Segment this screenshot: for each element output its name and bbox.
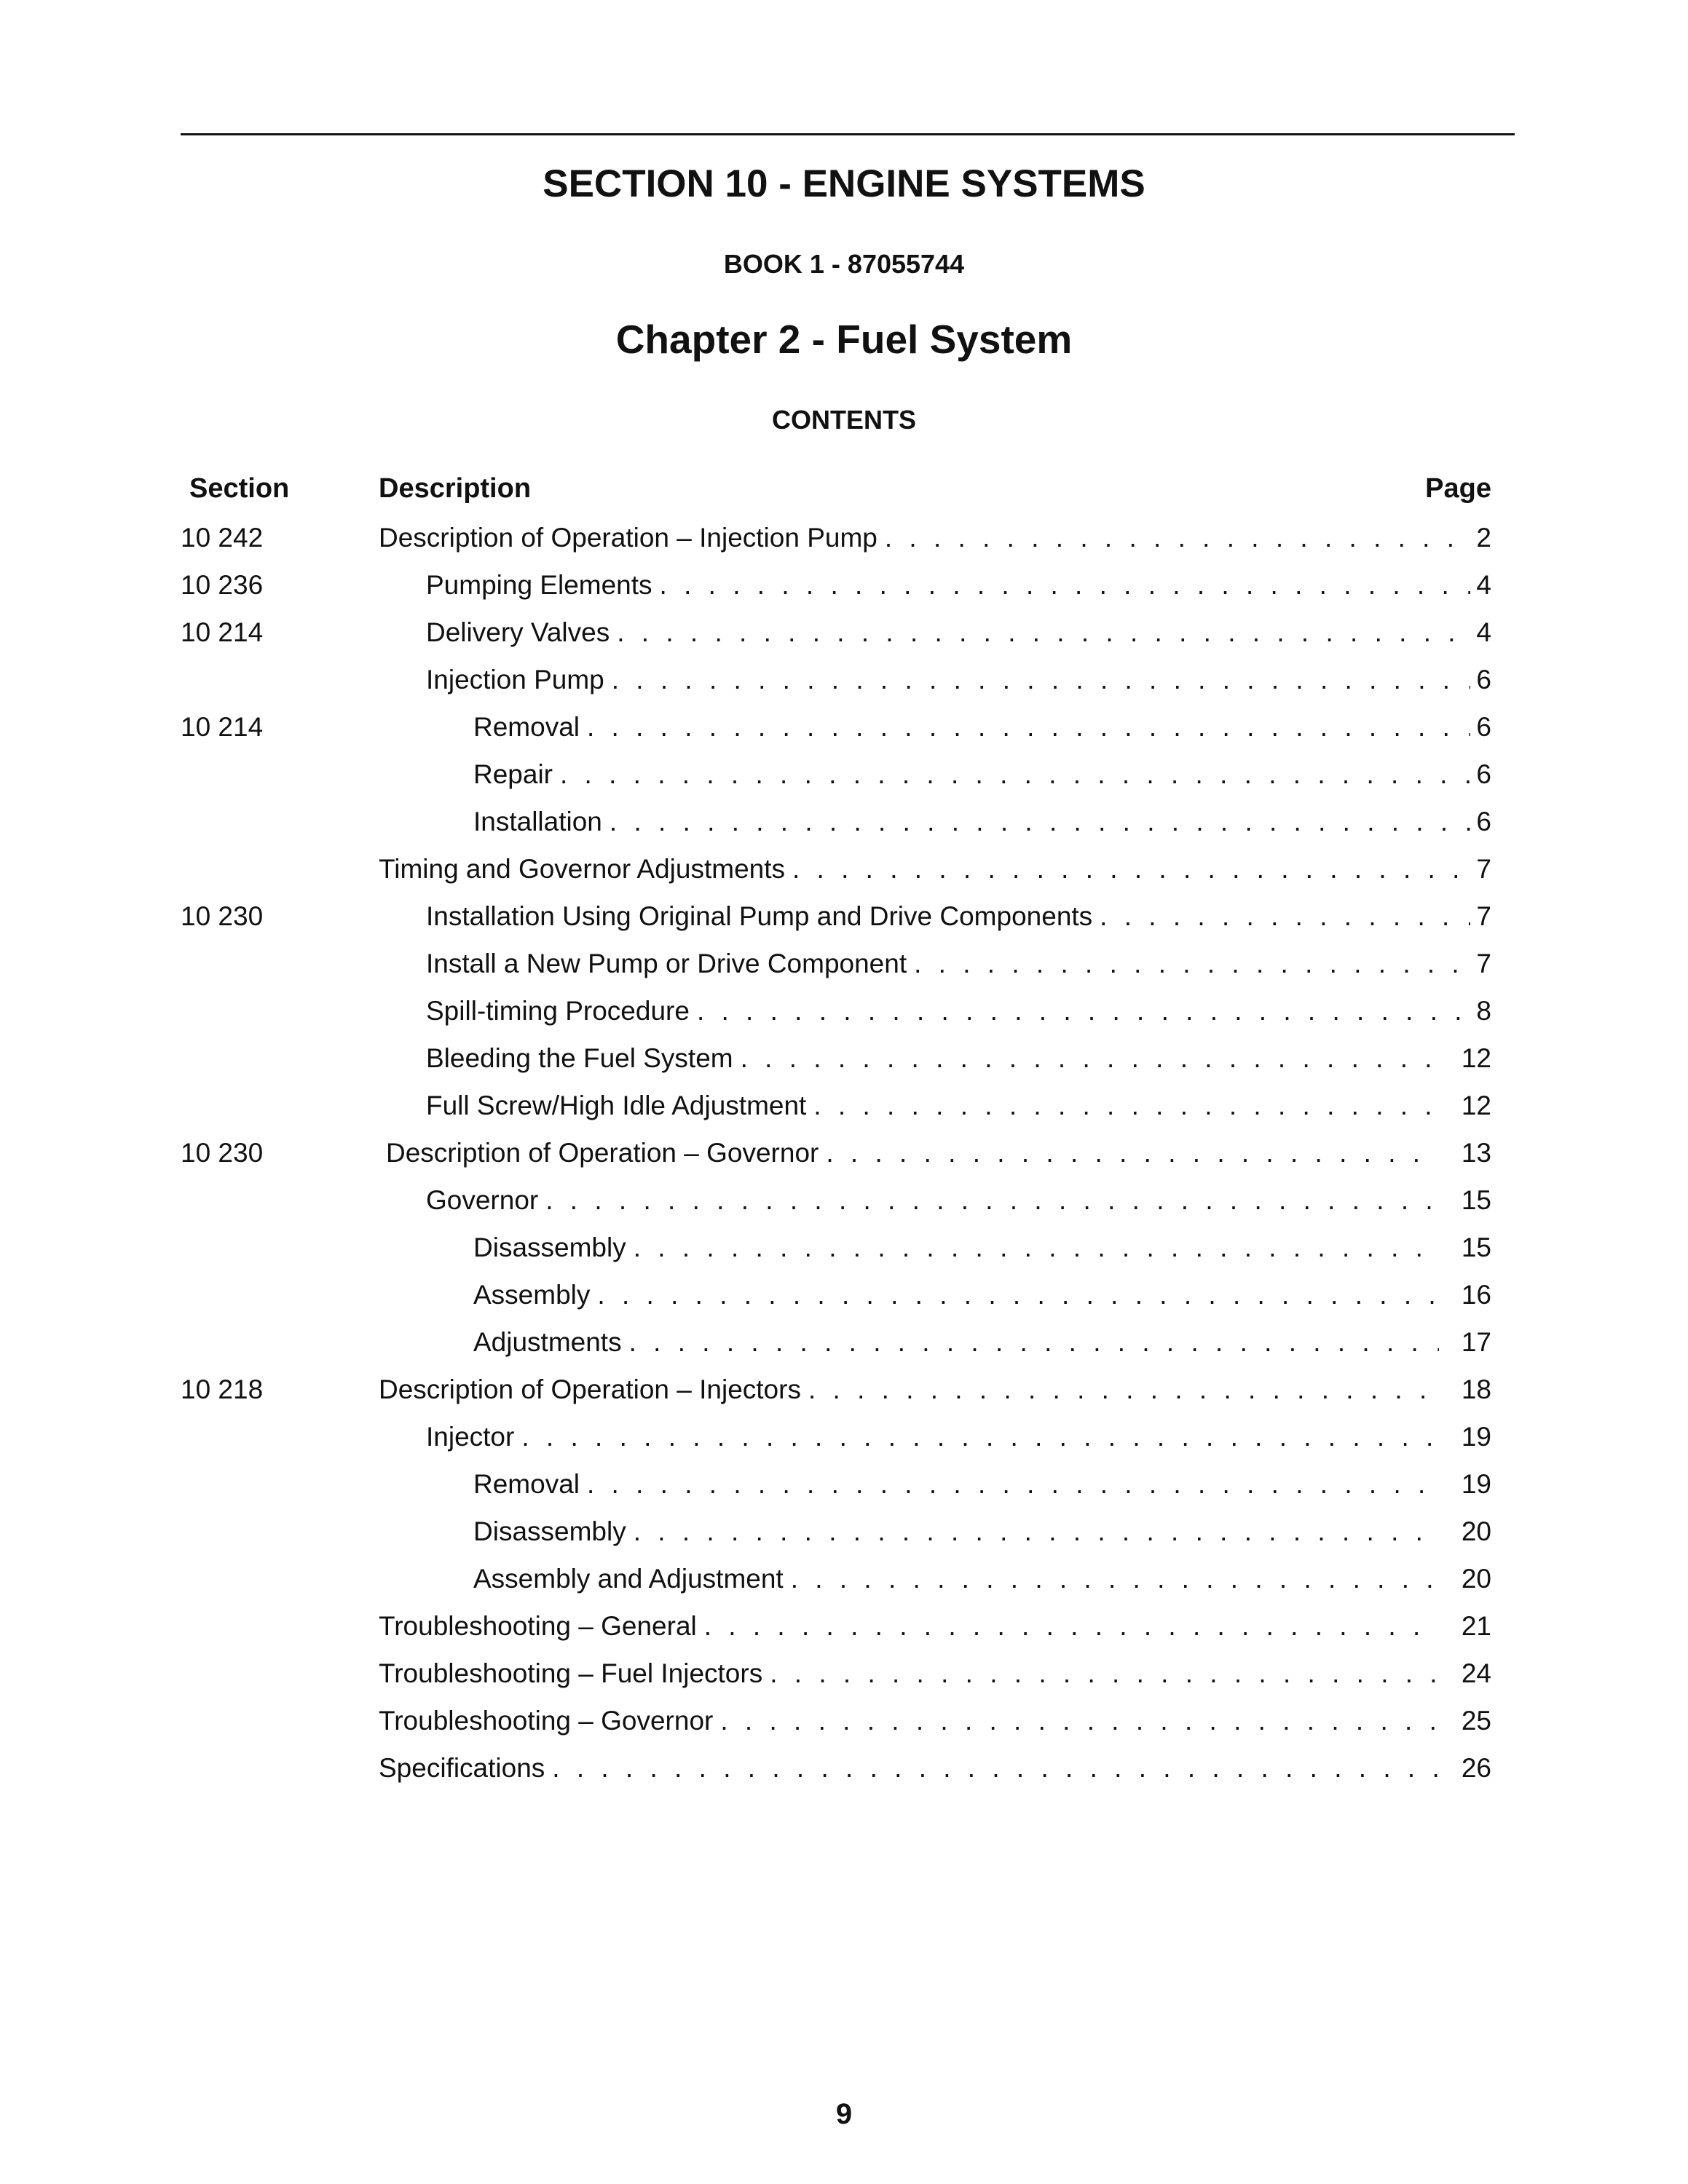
- toc-page-number: 13: [1461, 1138, 1491, 1168]
- toc-page-number: 6: [1476, 712, 1491, 742]
- toc-entry: [426, 567, 1491, 604]
- toc-page-number: 15: [1461, 1233, 1491, 1262]
- toc-description: Removal: [473, 1469, 580, 1499]
- toc-row: [0, 804, 1688, 851]
- toc-description: Governor: [426, 1185, 539, 1215]
- toc-leader-dots: [741, 1040, 1439, 1077]
- toc-leader-dots: [720, 1703, 1439, 1739]
- toc-leader-dots: [885, 520, 1471, 556]
- toc-page-number: 20: [1461, 1564, 1491, 1594]
- toc-leader-dots: [610, 804, 1471, 840]
- toc-description: Troubleshooting – Governor: [379, 1706, 714, 1736]
- toc-entry: [426, 1040, 1491, 1077]
- toc-leader-dots: [587, 1466, 1439, 1503]
- toc-description: Specifications: [379, 1753, 545, 1783]
- toc-page-number: 12: [1461, 1091, 1491, 1120]
- toc-page-number: 25: [1461, 1706, 1491, 1736]
- toc-page-number: 15: [1461, 1185, 1491, 1215]
- toc-description: Disassembly: [473, 1516, 626, 1546]
- toc-row: [0, 662, 1688, 709]
- toc-page-number: 6: [1476, 759, 1491, 789]
- toc-leader-dots: [1100, 898, 1470, 935]
- toc-leader-dots: [617, 614, 1470, 651]
- toc-entry: [379, 520, 1491, 556]
- toc-row: [0, 1655, 1688, 1703]
- toc-page-number: 7: [1476, 854, 1491, 884]
- toc-page-number: 20: [1461, 1516, 1491, 1546]
- toc-section-number: 10 218: [181, 1374, 264, 1404]
- toc-description: Bleeding the Fuel System: [426, 1043, 733, 1073]
- toc-description: Installation Using Original Pump and Drive Components: [426, 901, 1093, 931]
- toc-row: [0, 614, 1688, 662]
- toc-entry: [426, 946, 1491, 982]
- toc-leader-dots: [545, 1182, 1439, 1219]
- toc-description: Description of Operation – Governor: [386, 1138, 819, 1168]
- toc-entry: [379, 1655, 1491, 1692]
- toc-description: Adjustments: [473, 1327, 622, 1357]
- toc-page-number: 6: [1476, 807, 1491, 836]
- toc-page-number: 4: [1476, 617, 1491, 647]
- toc-leader-dots: [587, 709, 1470, 745]
- toc-page-number: 18: [1461, 1374, 1491, 1404]
- toc-description: Troubleshooting – Fuel Injectors: [379, 1658, 763, 1688]
- toc-description: Assembly: [473, 1280, 591, 1310]
- toc-page-number: 24: [1461, 1658, 1491, 1688]
- toc-description: Install a New Pump or Drive Component: [426, 949, 907, 978]
- toc-entry: [473, 1466, 1491, 1503]
- toc-section-number: 10 214: [181, 712, 264, 742]
- toc-entry: [473, 1561, 1491, 1597]
- toc-leader-dots: [792, 851, 1470, 887]
- toc-entry: [379, 1608, 1491, 1645]
- toc-description: Delivery Valves: [426, 617, 610, 647]
- toc-row: [0, 520, 1688, 567]
- toc-entry: [426, 993, 1491, 1029]
- toc-entry: [473, 1324, 1491, 1361]
- toc-section-number: 10 242: [181, 523, 264, 553]
- toc-leader-dots: [634, 1514, 1439, 1550]
- top-rule: [181, 133, 1515, 135]
- toc-description: Troubleshooting – General: [379, 1611, 697, 1641]
- contents-title: CONTENTS: [772, 405, 916, 435]
- toc-row: [0, 1324, 1688, 1372]
- toc-page-number: 2: [1476, 523, 1491, 553]
- toc-row: [0, 1703, 1688, 1750]
- section-title: SECTION 10 - ENGINE SYSTEMS: [543, 162, 1145, 205]
- toc-entry: [473, 1514, 1491, 1550]
- toc-entry: [473, 756, 1491, 793]
- toc-description: Description of Operation – Injection Pump: [379, 523, 877, 553]
- toc-row: [0, 1372, 1688, 1419]
- toc-leader-dots: [770, 1655, 1439, 1692]
- toc-row: [0, 1040, 1688, 1088]
- toc-entry: [426, 1182, 1491, 1219]
- toc-leader-dots: [704, 1608, 1439, 1645]
- toc-row: [0, 1230, 1688, 1277]
- toc-description: Injector: [426, 1422, 515, 1452]
- toc-page-number: 8: [1476, 996, 1491, 1026]
- toc-leader-dots: [552, 1750, 1439, 1787]
- toc-leader-dots: [521, 1419, 1439, 1455]
- toc-description: Injection Pump: [426, 665, 604, 695]
- toc-leader-dots: [612, 662, 1471, 698]
- toc-entry: [426, 614, 1491, 651]
- toc-page-number: 12: [1461, 1043, 1491, 1073]
- toc-header-section: Section: [189, 473, 290, 504]
- page-number: 9: [835, 2098, 853, 2130]
- toc-entry: [379, 1750, 1491, 1787]
- toc-leader-dots: [660, 567, 1471, 604]
- toc-row: [0, 1088, 1688, 1135]
- toc-entry: [426, 898, 1491, 935]
- toc-row: [0, 567, 1688, 614]
- toc-leader-dots: [560, 756, 1470, 793]
- toc-leader-dots: [634, 1230, 1439, 1266]
- toc-header-description: Description: [379, 473, 532, 504]
- toc-row: [0, 1514, 1688, 1561]
- toc-row: [0, 993, 1688, 1040]
- toc-entry: [379, 851, 1491, 887]
- toc-leader-dots: [597, 1277, 1439, 1313]
- toc-entry: [426, 1088, 1491, 1124]
- toc-row: [0, 1466, 1688, 1514]
- toc-description: Disassembly: [473, 1233, 626, 1262]
- toc-row: [0, 1277, 1688, 1324]
- toc-page-number: 7: [1476, 949, 1491, 978]
- toc-section-number: 10 236: [181, 570, 264, 600]
- toc-description: Pumping Elements: [426, 570, 652, 600]
- toc-row: [0, 851, 1688, 898]
- toc-leader-dots: [791, 1561, 1439, 1597]
- toc-description: Assembly and Adjustment: [473, 1564, 784, 1594]
- toc-page-number: 4: [1476, 570, 1491, 600]
- toc-page-number: 26: [1461, 1753, 1491, 1783]
- toc-row: [0, 1419, 1688, 1466]
- toc-leader-dots: [826, 1135, 1439, 1171]
- toc-page-number: 6: [1476, 665, 1491, 695]
- toc-leader-dots: [629, 1324, 1439, 1361]
- toc-description: Installation: [473, 807, 602, 836]
- chapter-title: Chapter 2 - Fuel System: [615, 317, 1073, 362]
- toc-description: Removal: [473, 712, 580, 742]
- toc-row: [0, 1182, 1688, 1230]
- toc-section-number: 10 214: [181, 617, 264, 647]
- toc-row: [0, 1750, 1688, 1797]
- toc-entry: [386, 1135, 1491, 1171]
- toc-leader-dots: [813, 1088, 1439, 1124]
- toc-section-number: 10 230: [181, 901, 264, 931]
- toc-leader-dots: [914, 946, 1470, 982]
- toc-page-number: 16: [1461, 1280, 1491, 1310]
- toc-leader-dots: [697, 993, 1470, 1029]
- toc-description: Spill-timing Procedure: [426, 996, 690, 1026]
- toc-page-number: 19: [1461, 1422, 1491, 1452]
- toc-page-number: 19: [1461, 1469, 1491, 1499]
- toc-row: [0, 709, 1688, 756]
- toc-header-page: Page: [1425, 473, 1491, 504]
- toc-entry: [379, 1372, 1491, 1408]
- toc-row: [0, 1608, 1688, 1655]
- toc-description: Timing and Governor Adjustments: [379, 854, 785, 884]
- toc-entry: [473, 1277, 1491, 1313]
- toc-description: Full Screw/High Idle Adjustment: [426, 1091, 807, 1120]
- toc-page-number: 17: [1461, 1327, 1491, 1357]
- toc-header: [0, 473, 1688, 510]
- toc-description: Repair: [473, 759, 553, 789]
- toc-page-number: 21: [1461, 1611, 1491, 1641]
- toc-page-number: 7: [1476, 901, 1491, 931]
- toc-row: [0, 946, 1688, 993]
- toc-row: [0, 756, 1688, 804]
- toc-row: [0, 898, 1688, 946]
- table-of-contents: [0, 520, 1688, 1797]
- toc-leader-dots: [808, 1372, 1439, 1408]
- toc-section-number: 10 230: [181, 1138, 264, 1168]
- toc-entry: [473, 804, 1491, 840]
- toc-row: [0, 1135, 1688, 1182]
- toc-entry: [473, 709, 1491, 745]
- toc-entry: [473, 1230, 1491, 1266]
- toc-entry: [379, 1703, 1491, 1739]
- toc-entry: [426, 662, 1491, 698]
- book-title: BOOK 1 - 87055744: [723, 249, 965, 279]
- toc-entry: [426, 1419, 1491, 1455]
- toc-description: Description of Operation – Injectors: [379, 1374, 801, 1404]
- toc-row: [0, 1561, 1688, 1608]
